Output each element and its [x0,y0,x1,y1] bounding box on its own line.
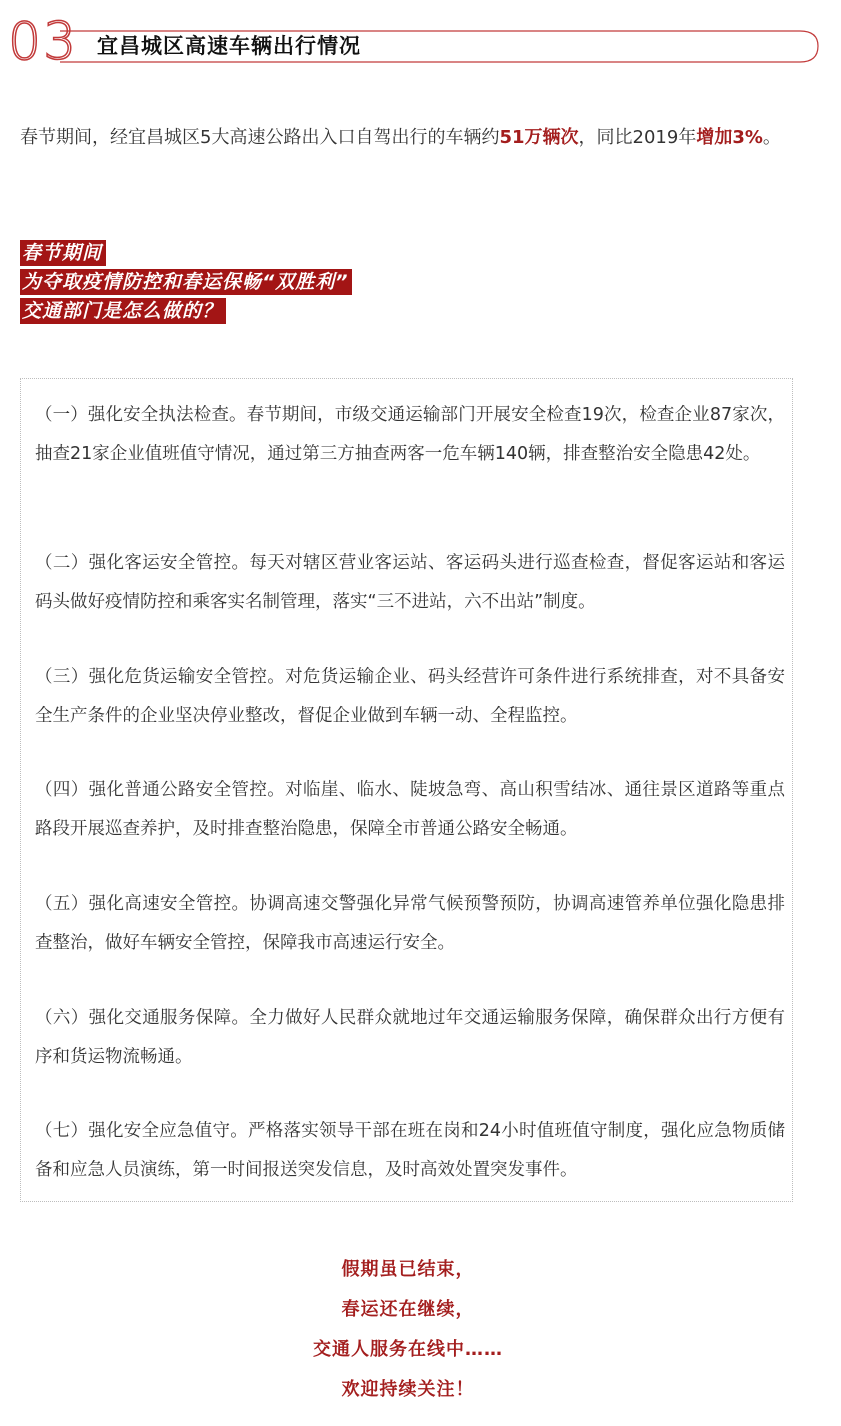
closing-block [0,1250,816,1410]
measure-item: （二）强化客运安全管控。每天对辖区营业客运站、客运码头进行巡查检查，督促客运站和客运码头做好疫情防控和乘客实名制管理，落实“三不进站，六不出站”制度。 [35,553,785,612]
closing-line: 欢迎持续关注！ [341,1379,475,1400]
measures-box [20,378,793,1202]
measure-item: （六）强化交通服务保障。全力做好人民群众就地过年交通运输服务保障，确保群众出行方便有序和货运物流畅通。 [35,1008,785,1067]
intro-highlight-vehicles: 51万辆次 [499,127,579,148]
measure-item: （四）强化普通公路安全管控。对临崖、临水、陡坡急弯、高山积雪结冰、通往景区道路等重点路段开展巡查养护，及时排查整治隐患，保障全市普通公路安全畅通。 [35,780,785,839]
section-title: 宜昌城区高速车辆出行情况 [97,34,361,58]
intro-text-1: 春节期间，经宜昌城区5大高速公路出入口自驾出行的车辆约 [20,127,500,148]
tagline-block [20,240,352,327]
closing-line: 交通人服务在线中…… [313,1339,503,1360]
measure-item: （七）强化安全应急值守。严格落实领导干部在班在岗和24小时值班值守制度，强化应急物质储备和应急人员演练，第一时间报送突发信息，及时高效处置突发事件。 [35,1121,785,1180]
intro-text-2: ，同比2019年 [578,127,697,148]
intro-highlight-increase: 增加3% [696,127,763,148]
tagline-line: 春节期间 [20,240,106,266]
tagline-line: 交通部门是怎么做的？ [20,298,226,324]
intro-paragraph [20,118,820,158]
tagline-line: 为夺取疫情防控和春运保畅“双胜利” [20,269,352,295]
closing-line: 春运还在继续， [341,1299,475,1320]
measure-item: （三）强化危货运输安全管控。对危货运输企业、码头经营许可条件进行系统排查，对不具备安全生产条件的企业坚决停业整改，督促企业做到车辆一动、全程监控。 [35,667,785,726]
section-header [0,0,841,75]
measure-item: （五）强化高速安全管控。协调高速交警强化异常气候预警预防，协调高速管养单位强化隐患排查整治，做好车辆安全管控，保障我市高速运行安全。 [35,894,785,953]
measure-item: （一）强化安全执法检查。春节期间，市级交通运输部门开展安全检查19次，检查企业87家次，抽查21家企业值班值守情况，通过第三方抽查两客一危车辆140辆，排查整治安全隐患42处。 [35,405,785,464]
section-number: 03 [8,12,79,72]
closing-line: 假期虽已结束， [341,1259,475,1280]
intro-text-3: 。 [762,127,781,148]
